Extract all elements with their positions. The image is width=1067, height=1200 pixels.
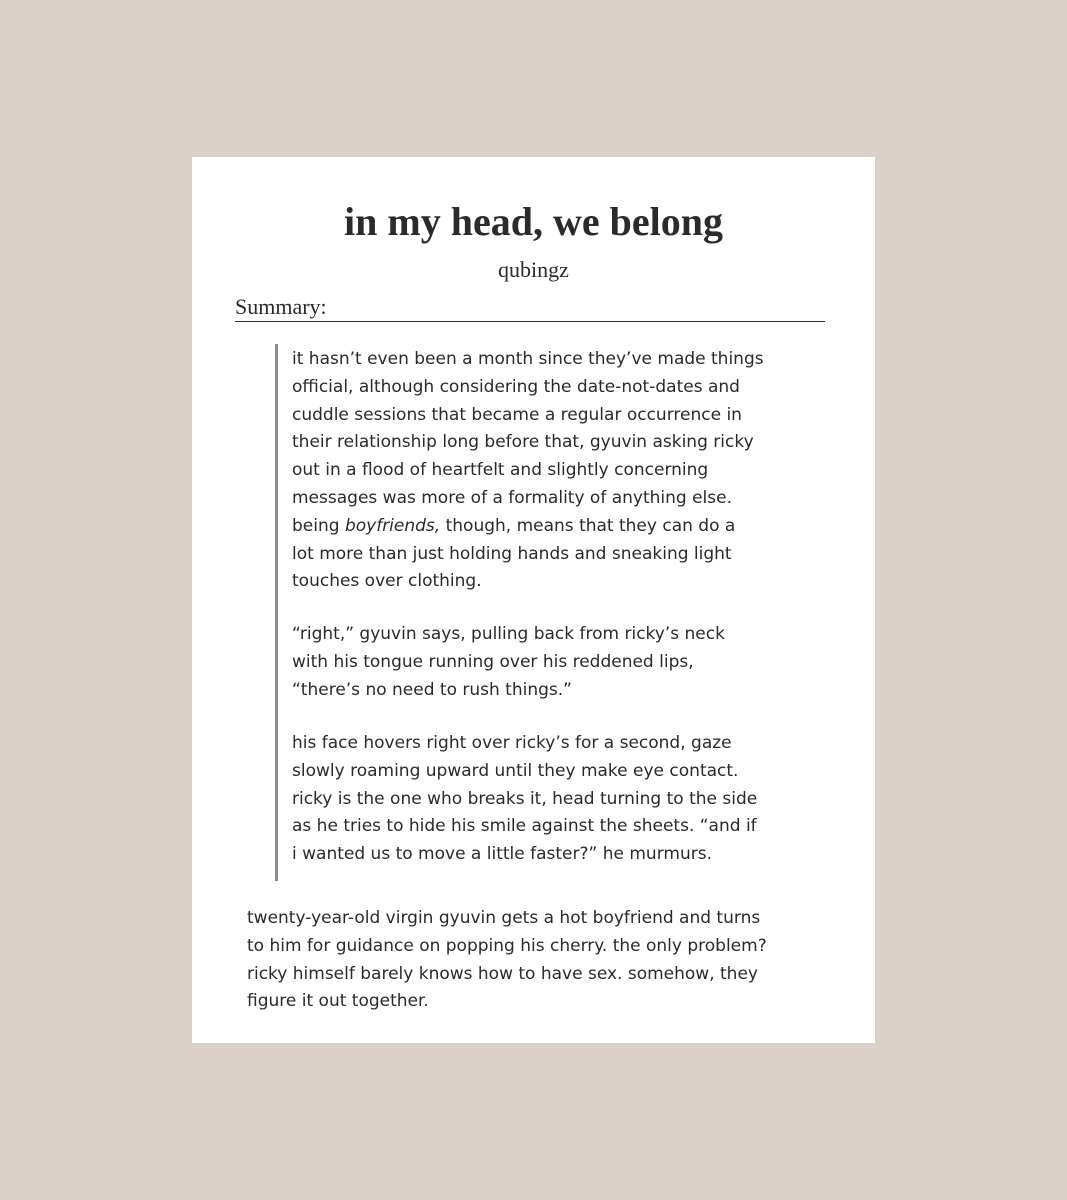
- text-line: messages was more of a formality of anything else.: [292, 487, 732, 508]
- summary-paragraph-2: [292, 621, 725, 704]
- text-line: figure it out together.: [247, 991, 429, 1012]
- emphasized-text: boyfriends,: [344, 515, 441, 536]
- text-line: [292, 513, 764, 541]
- summary-paragraph-1: [292, 346, 764, 596]
- text-line: touches over clothing.: [292, 571, 482, 592]
- text-line: out in a flood of heartfelt and slightly concerning: [292, 460, 709, 481]
- text-run: though, means that they can do a: [440, 515, 736, 536]
- text-line: to him for guidance on popping his cherry. the only problem?: [247, 935, 767, 956]
- text-line: cuddle sessions that became a regular occurrence in: [292, 404, 742, 425]
- text-line: their relationship long before that, gyuvin asking ricky: [292, 432, 754, 453]
- summary-closing-paragraph: [247, 905, 767, 1016]
- text-line: it hasn’t even been a month since they’ve made things: [292, 349, 764, 369]
- work-title: in my head, we belong: [344, 199, 723, 244]
- text-line: lot more than just holding hands and sneaking light: [292, 543, 732, 564]
- text-line: twenty-year-old virgin gyuvin gets a hot boyfriend and turns: [247, 908, 761, 928]
- text-line: as he tries to hide his smile against the sheets. “and if: [292, 816, 757, 837]
- text-line: i wanted us to move a little faster?” he murmurs.: [292, 844, 712, 865]
- work-author: qubingz: [498, 257, 569, 282]
- text-line: ricky is the one who breaks it, head turning to the side: [292, 788, 758, 809]
- text-line: “there’s no need to rush things.”: [292, 679, 572, 700]
- text-line: with his tongue running over his reddened lips,: [292, 651, 694, 672]
- text-line: official, although considering the date-not-dates and: [292, 376, 740, 397]
- text-line: ricky himself barely knows how to have sex. somehow, they: [247, 963, 758, 984]
- text-line: slowly roaming upward until they make eye contact.: [292, 760, 739, 781]
- summary-paragraph-3: [292, 730, 757, 869]
- text-run: being: [292, 515, 345, 536]
- summary-heading: Summary:: [235, 294, 825, 322]
- text-line: “right,” gyuvin says, pulling back from ricky’s neck: [292, 624, 725, 644]
- text-line: his face hovers right over ricky’s for a second, gaze: [292, 733, 732, 753]
- summary-blockquote: [275, 344, 798, 881]
